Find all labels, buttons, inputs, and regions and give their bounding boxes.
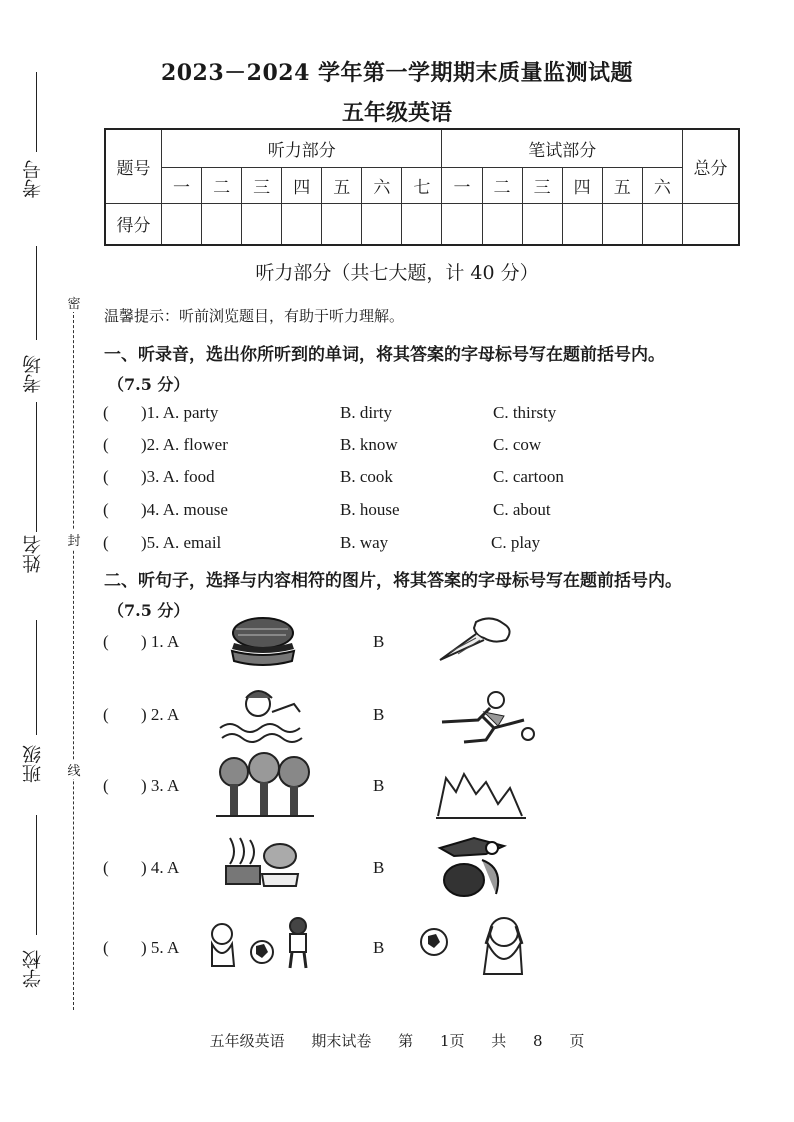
exam-subtitle: 五年级英语 (341, 100, 452, 126)
listening-col: 七 (402, 167, 442, 203)
q1-option-b: B. dirty (340, 403, 392, 422)
binding-line (36, 815, 37, 935)
answer-paren[interactable]: ( (103, 533, 109, 552)
listening-col: 三 (242, 167, 282, 203)
writing-col: 五 (602, 167, 642, 203)
q2-option-b-label: B (373, 776, 385, 795)
listening-section-heading: 听力部分（共七大题，计 40 分） (255, 262, 539, 284)
listening-col: 二 (202, 167, 242, 203)
forest-picture (216, 752, 314, 820)
q1-option-b: B. house (340, 500, 400, 519)
seal-char-xian: 线 (66, 760, 82, 779)
q1-option-a: )4. A. mouse (141, 500, 228, 519)
q2-option-b-label: B (373, 705, 385, 724)
exam-number-label: 考号 (22, 160, 44, 198)
q1-points: （7.5 分） (108, 375, 190, 394)
q2-points: （7.5 分） (108, 601, 190, 620)
swimming-picture (218, 682, 310, 746)
score-cell[interactable] (162, 203, 202, 245)
writing-col: 三 (522, 167, 562, 203)
q1-option-c: C. cow (493, 435, 542, 454)
score-cell[interactable] (522, 203, 562, 245)
school-label: 学校 (22, 950, 44, 988)
q2-option-a-label: ) 1. A (141, 632, 180, 651)
seal-dashed-line (73, 300, 74, 1010)
score-cell[interactable] (482, 203, 522, 245)
page-footer: 五年级英语 期末试卷 第 1页 共 8 页 (209, 1032, 585, 1050)
q2-option-a-label: ) 3. A (141, 776, 180, 795)
soccer-kick-picture (434, 690, 536, 746)
seal-char-mi: 密 (66, 293, 82, 312)
writing-col: 六 (642, 167, 682, 203)
score-cell[interactable] (642, 203, 682, 245)
score-cell[interactable] (402, 203, 442, 245)
name-label: 姓名 (22, 535, 44, 573)
score-cell[interactable] (562, 203, 602, 245)
q1-option-a: )1. A. party (141, 403, 219, 422)
score-cell[interactable] (282, 203, 322, 245)
q1-option-a: )3. A. food (141, 467, 215, 486)
answer-paren[interactable]: ( (103, 403, 109, 422)
q2-option-b-label: B (373, 858, 385, 877)
writing-col: 四 (562, 167, 602, 203)
listening-col: 六 (362, 167, 402, 203)
q2-option-a-label: ) 4. A (141, 858, 180, 877)
score-cell[interactable] (322, 203, 362, 245)
score-cell[interactable] (442, 203, 482, 245)
q2-option-a-label: ) 2. A (141, 705, 180, 724)
answer-paren[interactable]: ( (103, 776, 109, 795)
writing-col: 二 (482, 167, 522, 203)
q1-option-a: )2. A. flower (141, 435, 228, 454)
cleaning-picture (434, 834, 514, 900)
score-cell[interactable] (602, 203, 642, 245)
q1-option-a: )5. A. email (141, 533, 222, 552)
answer-paren[interactable]: ( (103, 435, 109, 454)
score-row-label: 得分 (105, 203, 162, 245)
listening-tip: 温馨提示：听前浏览题目，有助于听力理解。 (104, 307, 405, 325)
answer-paren[interactable]: ( (103, 467, 109, 486)
answer-paren[interactable]: ( (103, 858, 109, 877)
ball-dog-picture (418, 914, 528, 978)
q1-option-b: B. way (340, 533, 389, 552)
class-label: 班级 (22, 745, 44, 783)
score-cell[interactable] (202, 203, 242, 245)
mountains-picture (436, 764, 526, 824)
q1-option-c: C. about (493, 500, 551, 519)
listening-col: 四 (282, 167, 322, 203)
score-cell[interactable] (362, 203, 402, 245)
listening-header: 听力部分 (162, 129, 442, 167)
writing-header: 笔试部分 (442, 129, 683, 167)
seal-char-feng: 封 (66, 530, 82, 549)
score-cell[interactable] (242, 203, 282, 245)
answer-paren[interactable]: ( (103, 938, 109, 957)
q1-option-c: C. cartoon (493, 467, 564, 486)
total-score-cell[interactable] (683, 203, 740, 245)
q1-title: 一、听录音，选出你所听到的单词，将其答案的字母标号写在题前括号内。 (104, 345, 665, 365)
hamburger-picture (228, 613, 298, 673)
answer-paren[interactable]: ( (103, 500, 109, 519)
total-header: 总分 (683, 129, 740, 203)
cooking-picture (222, 834, 304, 896)
binding-line (36, 620, 37, 735)
binding-line (36, 402, 37, 532)
writing-col: 一 (442, 167, 482, 203)
answer-paren[interactable]: ( (103, 705, 109, 724)
question-number-header: 题号 (105, 129, 162, 203)
ice-cream-picture (436, 614, 516, 666)
q2-option-a-label: ) 5. A (141, 938, 180, 957)
q1-option-b: B. cook (340, 467, 393, 486)
q2-option-b-label: B (373, 938, 385, 957)
answer-paren[interactable]: ( (103, 632, 109, 651)
exam-room-label: 考场 (22, 355, 44, 393)
q1-option-c: C. thirsty (493, 403, 557, 422)
listening-col: 五 (322, 167, 362, 203)
q1-option-b: B. know (340, 435, 398, 454)
q2-title: 二、听句子，选择与内容相符的图片，将其答案的字母标号写在题前括号内。 (104, 571, 682, 591)
listening-col: 一 (162, 167, 202, 203)
q1-option-c: C. play (491, 533, 541, 552)
score-table (104, 128, 740, 246)
q2-option-b-label: B (373, 632, 385, 651)
dog-ball-boy-picture (206, 912, 324, 974)
exam-title: 2023－2024 学年第一学期期末质量监测试题 (160, 60, 634, 86)
